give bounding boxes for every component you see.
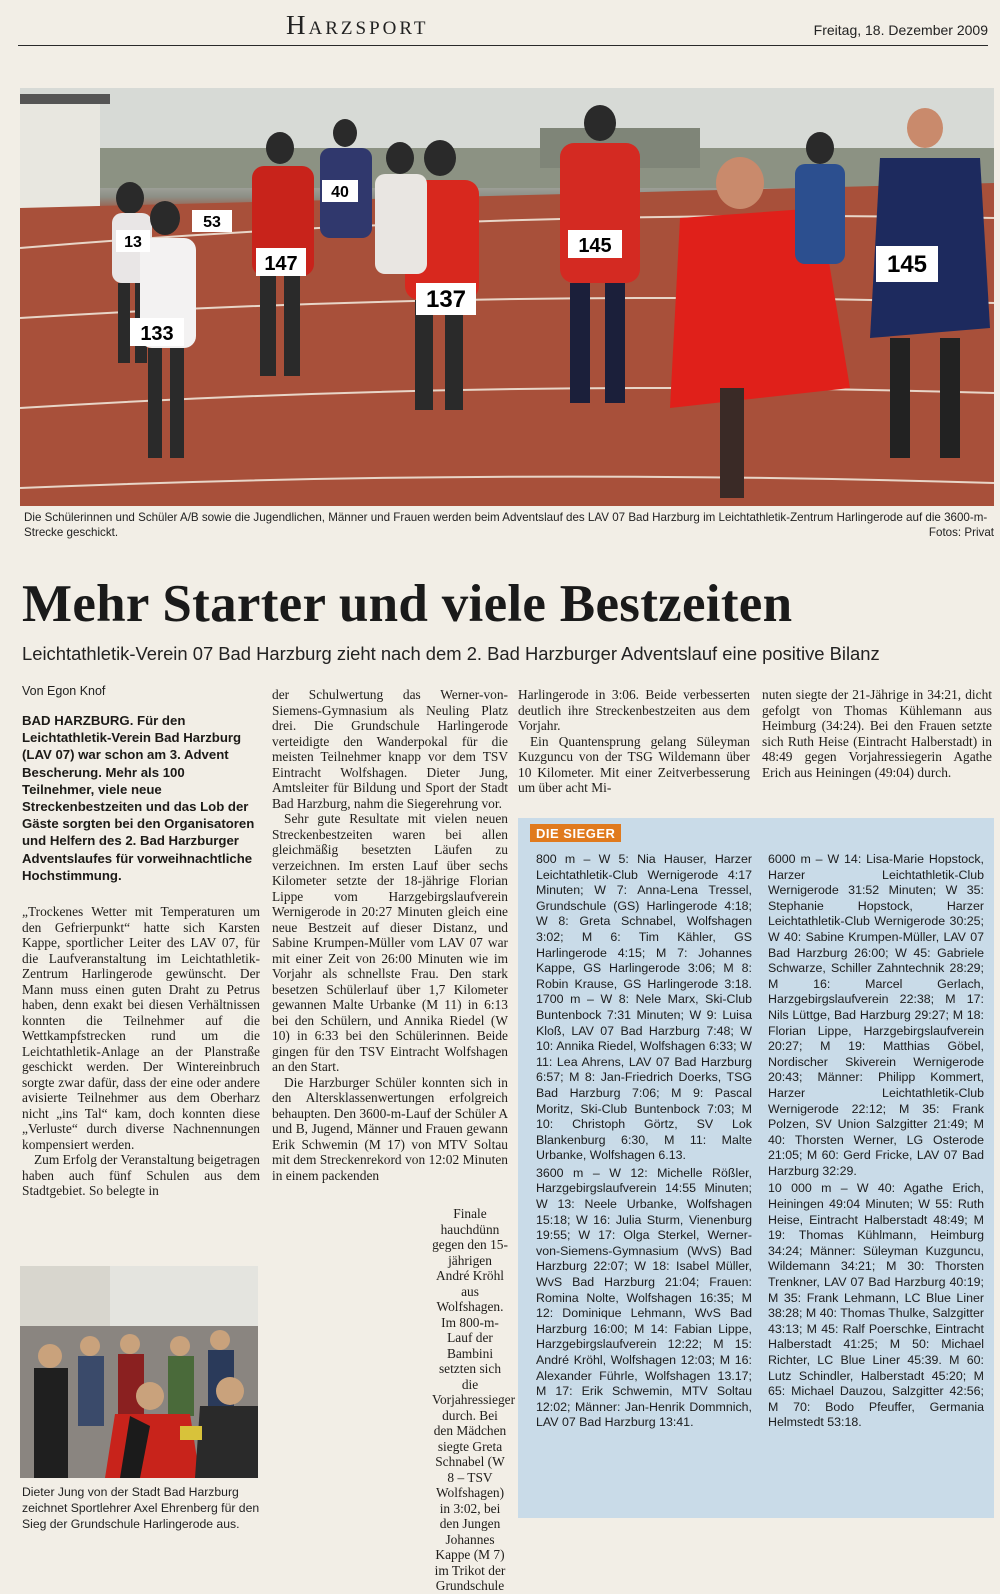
photo-caption: Die Schülerinnen und Schüler A/B sowie die Jugendlichen, Männer und Frauen werden beim Adventslauf des LAV 07 Bad Harzburg im Leichtathletik-Zentrum Harlingerode auf die 3600-m- Strecke geschickt. [24,511,988,539]
photo-credit: Fotos: Privat [928,526,994,539]
bib-number: 145 [886,251,928,278]
subheadline: Leichtathletik-Verein 07 Bad Harzburg zieht nach dem 2. Bad Harzburger Adventslauf eine positive Bilanz [22,643,880,664]
paragraph: nuten siegte der 21-Jährige in 34:21, dicht gefolgt von Thomas Kühlemann aus Heimburg (34:24). Bei den Frauen setzte sich Ruth Heise (Eintracht Halberstadt) in 48:49 gegen Vorjahressiegerin Agathe Erich aus Heiningen (49:04) durch. [762,687,992,780]
paragraph: Ein Quantensprung gelang Süleyman Kuzguncu von der TSG Wildemann über 10 Kilometer. Mit einer Zeitverbesserung um über acht Mi- [518,733,750,795]
paragraph: „Trockenes Wetter mit Temperaturen um den Gefrierpunkt“ hatte sich Karsten Kappe, sportlicher Leiter des LAV 07, für die Laufveranstaltung im Leichtathletik-Zentrum Harlingerode gewünscht. Der Mann muss einen guten Draht zu Petrus haben, denn exakt bei diesen Verhältnissen konnten die Teilnehmer auf die Wettkampfstrecken rund um die Leichtathletik-Anlage an der Planstraße geschickt werden. Der Wintereinbruch sorgte zwar dafür, dass der eine oder andere avisierte Teilnehmer aus dem Oberharz nicht „ins Tal“ kam, doch konnten diese „Verluste“ durch diverse Nachnennungen kompensiert werden. [22,904,260,1152]
bib-number: 53 [203,214,221,231]
byline: Von Egon Knof [22,684,106,698]
paragraph: Harlingerode in 3:06. Beide verbesserten deutlich ihre Streckenbestzeiten aus dem Vorjahr. [518,687,750,733]
results-box [518,818,994,1518]
results-column-right [768,852,984,1433]
results-block: 10 000 m – W 40: Agathe Erich, Heiningen 49:04 Minuten; W 55: Ruth Heise, Eintracht Halberstadt 48:49; M 19: Thomas Kühlmann, Heimburg 34:24; Männer: Süleyman Kuzguncu, Wildemann 34:21; M 30: Thorsten Trenkner, LAV 07 Bad Harzburg 40:19; M 35: Frank Lehmann, LC Blue Liner 38:28; M 40: Thomas Thulke, Salzgitter 43:13; M 45: Ralf Poerschke, Eintracht Halberstadt 41:25; M 50: Michael Richter, LC Blue Liner 45:39. M 60: Lutz Schindler, Halberstadt 45:20; M 65: Michael Dauzou, Salzgitter 42:56; M 70: Bodo Pfeuffer, Germania Helmstedt 53:18. [768,1181,984,1430]
paragraph: Zum Erfolg der Veranstaltung beigetragen haben auch fünf Schulen aus dem Stadtgebiet. So belegte in [22,1152,260,1198]
article-column-3 [518,687,750,796]
bib-number: 13 [124,234,142,251]
results-block: 6000 m – W 14: Lisa-Marie Hopstock, Harzer Leichtathletik-Club Wernigerode 31:52 Minuten; W 35: Stephanie Hopstock, Harzer Leichtathletik-Club Wernigerode 30:25; W 40: Sabine Krumpen-Müller, LAV 07 Bad Harzburg 26:00; W 45: Gabriele Schwarze, Schiller Zahntechnik 28:29; M 16: Marcel Gerlach, Harzgebirgslaufverein 22:38; M 17: Nils Lüttge, Bad Harzburg 29:27; M 18: Florian Lippe, Harzgebirgslaufverein 20:27; M 19: Matthias Göbel, Nordischer Skiverein Wernigerode 20:43; Männer: Philipp Kommert, Harzer Leichtathletik-Club Wernigerode 22:12; M 35: Frank Polzen, SV Union Salzgitter 21:49; M 40: Thorsten Werner, LG Osterode 21:05; M 60: Gerd Fricke, LAV 07 Bad Harzburg 32:29. [768,852,984,1178]
runners-illustration [20,88,994,506]
article-column-4 [762,687,992,780]
results-title: DIE SIEGER [530,824,621,842]
bib-number: 147 [264,253,298,275]
results-block: 800 m – W 5: Nia Hauser, Harzer Leichtathletik-Club Wernigerode 4:17 Minuten; W 7: Anna-Lena Tressel, Grundschule (GS) Harlingerode 4:18; W 8: Greta Schnabel, Wolfshagen 3:02; M 6: Tim Kähler, GS Harlingerode 4:15; M 7: Johannes Kappe, GS Harlingerode 3:06; M 8: Robin Krause, GS Harlingerode 3:18. 1700 m – W 8: Nele Marx, Ski-Club Buntenbock 7:31 Minuten; W 9: Luisa Kloß, LAV 07 Bad Harzburg 7:48; W 10: Annika Riedel, Wolfshagen 6:33; W 11: Lea Ahrens, LAV 07 Bad Harzburg 6:57; M 8: Jan-Friedrich Doerks, TSG Bad Harzburg 7:06; M 9: Pascal Moritz, Ski-Club Buntenbock 7:03; M 10: Christoph Görtz, SV Lok Blankenburg 6:30, M 11: Malte Urbanke, Wolfshagen 6.13. [536,852,752,1163]
issue-date: Freitag, 18. Dezember 2009 [813,22,988,38]
bib-number: 40 [331,184,349,201]
bib-number: 145 [578,235,612,257]
article-column-2 [272,687,508,1183]
bib-number: 137 [425,286,467,313]
ceremony-photo [20,1266,258,1478]
ceremony-caption: Dieter Jung von der Stadt Bad Harzburg zeichnet Sportlehrer Axel Ehrenberg für den Sieg der Grundschule Harlingerode aus. [22,1485,260,1531]
article-lead: BAD HARZBURG. Für den Leichtathletik-Verein Bad Harzburg (LAV 07) war schon am 3. Advent Bescherung. Mehr als 100 Teilnehmer, viele neue Streckenbestzeiten und das Lob der Gäste sorgten bei den Organisatoren und Helfern des 2. Bad Harzburger Adventslaufes für vorweihnachtliche Hochstimmung. [22,713,255,883]
paragraph: Sehr gute Resultate mit vielen neuen Streckenbestzeiten waren bei allen gleichmäßig besetzten Läufen zu verzeichnen. Im ersten Lauf über sechs Kilometer setzte der 18-jährige Florian Lippe vom Harzgebirgslaufverein Wernigerode in 20:27 Minuten gleich eine neue Bestzeit auf dieser Distanz, und Sabine Krumpen-Müller vom LAV 07 war mit einer Zeit von 26:00 Minuten wie im Vorjahr als schnellste Frau. Den stark besetzen Schülerlauf über 1,7 Kilometer gewannen Malte Urbanke (M 11) in 6:13 bei den Schülern, und Annika Riedel (W 10) in 6:33 bei den Schülerinnen. Beide gingen für den TSV Eintracht Wolfshagen an den Start. [272,811,508,1074]
section-name: Harzsport [286,10,429,40]
article-column-2-narrow: Finale hauchdünn gegen den 15-jährigen André Kröhl aus Wolfshagen. Im 800-m-Lauf der Bambini setzten sich die Vorjahressieger durch. Bei den Mädchen siegte Greta Schnabel (W 8 – TSV Wolfshagen) in 3:02, bei den Jungen Johannes Kappe (M 7) im Trikot der Grundschule [432,1206,516,1593]
results-column-left [536,852,752,1433]
masthead [18,6,988,46]
bib-number: 133 [140,323,174,345]
paragraph: Die Harzburger Schüler konnten sich in den Altersklassenwertungen erfolgreich behaupten. Den 3600-m-Lauf der Schüler A und B, Jugend, Männer und Frauen gewann Erik Schwemin (M 17) von MTV Soltau mit dem Streckenrekord von 12:02 Minuten in einem packenden [272,1074,508,1183]
paragraph: der Schulwertung das Werner-von-Siemens-Gymnasium als Neuling Platz drei. Die Grundschule Harlingerode verteidigte den Wanderpokal für die meisten Teilnehmer knapp vor dem TSV Eintracht Wolfshagen. Dieter Jung, Amtsleiter für Bildung und Sport der Stadt Bad Harzburg, nahm die Siegerehrung vor. [272,687,508,811]
hero-photo-runners [20,88,994,506]
article-column-1 [22,904,260,1199]
ceremony-illustration [20,1266,258,1478]
headline: Mehr Starter und viele Bestzeiten [22,575,793,633]
results-block: 3600 m – W 12: Michelle Rößler, Harzgebirgslaufverein 14:55 Minuten; W 13: Neele Urbanke, Wolfshagen 15:18; W 16: Julia Sturm, Vienenburg 19:55; W 17: Olga Sterkel, Werner-von-Siemens-Gymnasium (WvS) Bad Harzburg 22:07; W 18: Isabel Müller, WvS Bad Harzburg 21:04; Frauen: Romina Nolte, Wolfshagen 16:35; M 12: Dominique Lehmann, WvS Bad Harzburg 16:00; M 14: Fabian Lippe, Harzgebirgslaufverein 12:22; M 15: André Kröhl, Wolfshagen 12:03; M 16: Alexander Führle, Wolfshagen 13.17; M 17: Erik Schwemin, MTV Soltau 12:02; Männer: Jan-Henrik Dommnich, LAV 07 Bad Harzburg 13:41. [536,1165,752,1430]
